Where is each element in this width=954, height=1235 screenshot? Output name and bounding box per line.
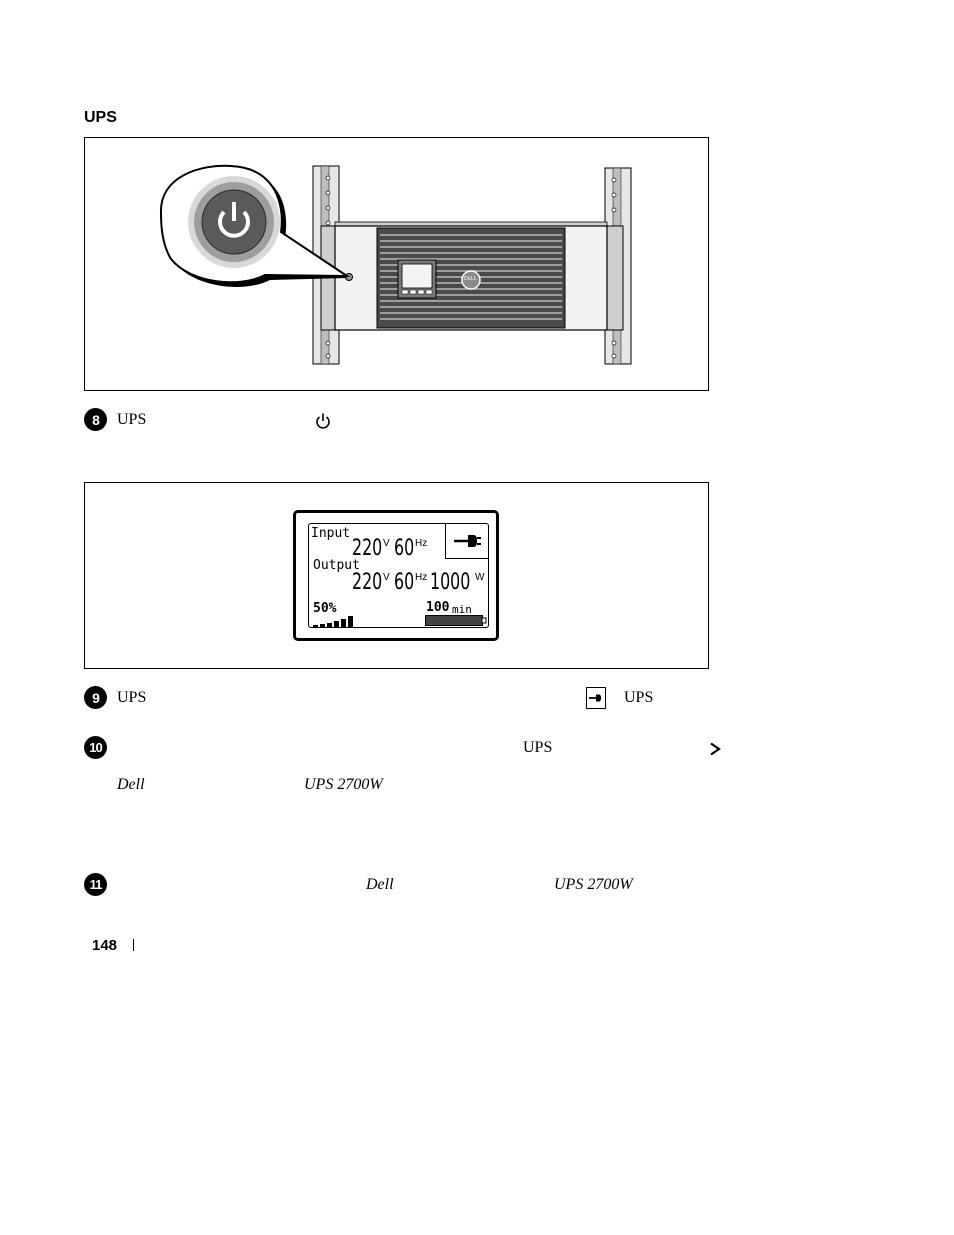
lcd-load-percent: 50% bbox=[313, 601, 337, 616]
step-11-number: 11 bbox=[84, 873, 107, 896]
lcd-output-freq: 60 bbox=[394, 570, 415, 595]
plug-icon bbox=[586, 687, 606, 709]
step-10-line2-a: Dell bbox=[117, 776, 145, 793]
footer-divider bbox=[133, 939, 134, 951]
mode-icon-box bbox=[445, 523, 488, 559]
load-bar-graph bbox=[313, 615, 357, 627]
step-11-text-b: UPS 2700W bbox=[554, 876, 633, 893]
step-9-text-a: UPS bbox=[117, 689, 147, 706]
power-icon bbox=[315, 412, 331, 430]
lcd-display-area bbox=[308, 523, 489, 628]
battery-gauge bbox=[425, 615, 487, 627]
lcd-output-power-unit: W bbox=[475, 572, 485, 583]
lcd-input-voltage: 220 bbox=[352, 536, 383, 561]
lcd-input-voltage-unit: V bbox=[383, 538, 390, 549]
step-10-number: 10 bbox=[84, 736, 107, 759]
dell-badge-text: DELL bbox=[464, 276, 477, 282]
step-10-text-a: UPS bbox=[523, 739, 553, 756]
lcd-input-freq: 60 bbox=[394, 536, 415, 561]
lcd-runtime-unit: min bbox=[452, 603, 472, 616]
plug-icon bbox=[452, 532, 482, 550]
step-10-line2-b: UPS 2700W bbox=[304, 776, 383, 793]
lcd-output-freq-unit: Hz bbox=[415, 572, 428, 583]
ups-rack-figure bbox=[84, 137, 709, 391]
lcd-output-label: Output bbox=[313, 558, 360, 573]
lcd-screen bbox=[293, 510, 499, 641]
step-9-text-b: UPS bbox=[624, 689, 654, 706]
chevron-right-icon bbox=[709, 742, 721, 756]
lcd-runtime: 100 bbox=[426, 600, 450, 615]
step-11-text-a: Dell bbox=[366, 876, 394, 893]
lcd-output-voltage: 220 bbox=[352, 570, 383, 595]
lcd-input-label: Input bbox=[311, 526, 351, 541]
lcd-input-freq-unit: Hz bbox=[415, 538, 428, 549]
lcd-output-voltage-unit: V bbox=[383, 572, 390, 583]
section-title: UPS bbox=[84, 109, 117, 126]
page-number: 148 bbox=[92, 937, 118, 954]
ups-rack-illustration bbox=[85, 138, 710, 392]
step-9-number: 9 bbox=[84, 686, 107, 709]
lcd-output-power: 1000 bbox=[430, 570, 471, 595]
step-8-text: UPS bbox=[117, 411, 147, 428]
step-8-number: 8 bbox=[84, 408, 107, 431]
